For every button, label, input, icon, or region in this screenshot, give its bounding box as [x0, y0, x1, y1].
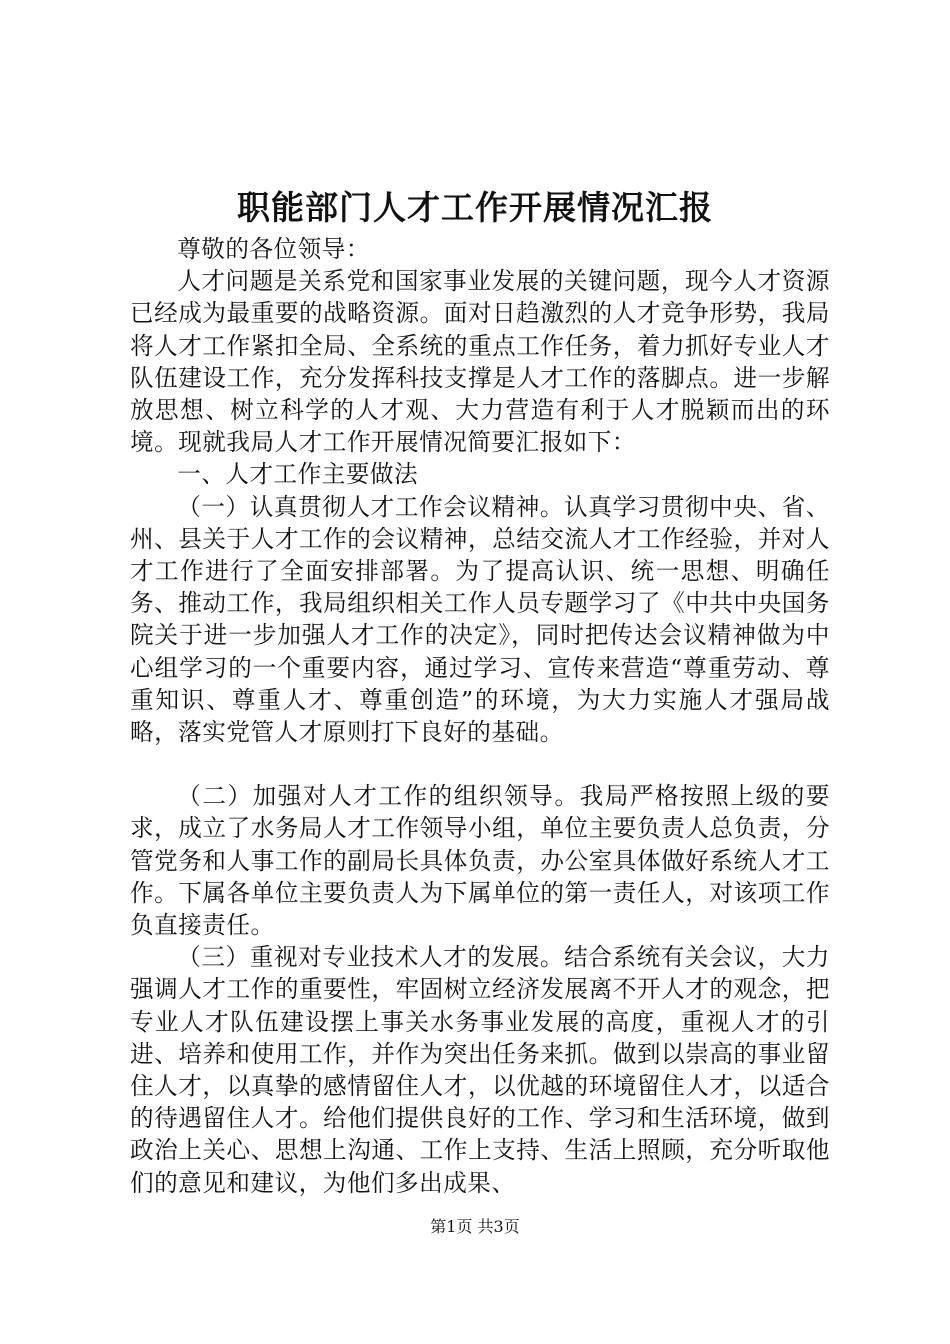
paragraph-item-3: （三）重视对专业技术人才的发展。结合系统有关会议，大力强调人才工作的重要性，牢固树立经济发展离不开人才的观念，把专业人才队伍建设摆上事关水务事业发展的高度，重视人才的引进、培养和使用工作，并作为突出任务来抓。做到以崇高的事业留住人才，以真挚的感情留住人才，以优越的环境留住人才，以适合的待遇留住人才。给他们提供良好的工作、学习和生活环境，做到政治上关心、思想上沟通、工作上支持、生活上照顾，充分听取他们的意见和建议，为他们多出成果、 — [130, 943, 830, 1197]
paragraph-item-1: （一）认真贯彻人才工作会议精神。认真学习贯彻中央、省、州、县关于人才工作的会议精神，总结交流人才工作经验，并对人才工作进行了全面安排部署。为了提高认识、统一思想、明确任务、推动工作，我局组织相关工作人员专题学习了《中共中央国务院关于进一步加强人才工作的决定》，同时把传达会议精神做为中心组学习的一个重要内容，通过学习、宣传来营造“尊重劳动、尊重知识、尊重人才、尊重创造”的环境，为大力实施人才强局战略，落实党管人才原则打下良好的基础。 — [130, 492, 830, 747]
page-footer: 第1页 共3页 — [430, 1217, 520, 1236]
paragraph-item-2: （二）加强对人才工作的组织领导。我局严格按照上级的要求，成立了水务局人才工作领导小组，单位主要负责人总负责，分管党务和人事工作的副局长具体负责，办公室具体做好系统人才工作。下属各单位主要负责人为下属单位的第一责任人，对该项工作负直接责任。 — [130, 782, 830, 940]
document-body — [130, 233, 830, 1199]
section-heading: 一、人才工作主要做法 — [177, 460, 419, 489]
document-title: 职能部门人才工作开展情况汇报 — [237, 188, 713, 227]
intro-paragraph: 人才问题是关系党和国家事业发展的关键问题，现今人才资源已经成为最重要的战略资源。面对日趋激烈的人才竞争形势，我局将人才工作紧扣全局、全系统的重点工作任务，着力抓好专业人才队伍建设工作，充分发挥科技支撑是人才工作的落脚点。进一步解放思想、树立科学的人才观、大力营造有利于人才脱颖而出的环境。现就我局人才工作开展情况简要汇报如下： — [130, 267, 830, 457]
salutation: 尊敬的各位领导： — [177, 235, 370, 263]
